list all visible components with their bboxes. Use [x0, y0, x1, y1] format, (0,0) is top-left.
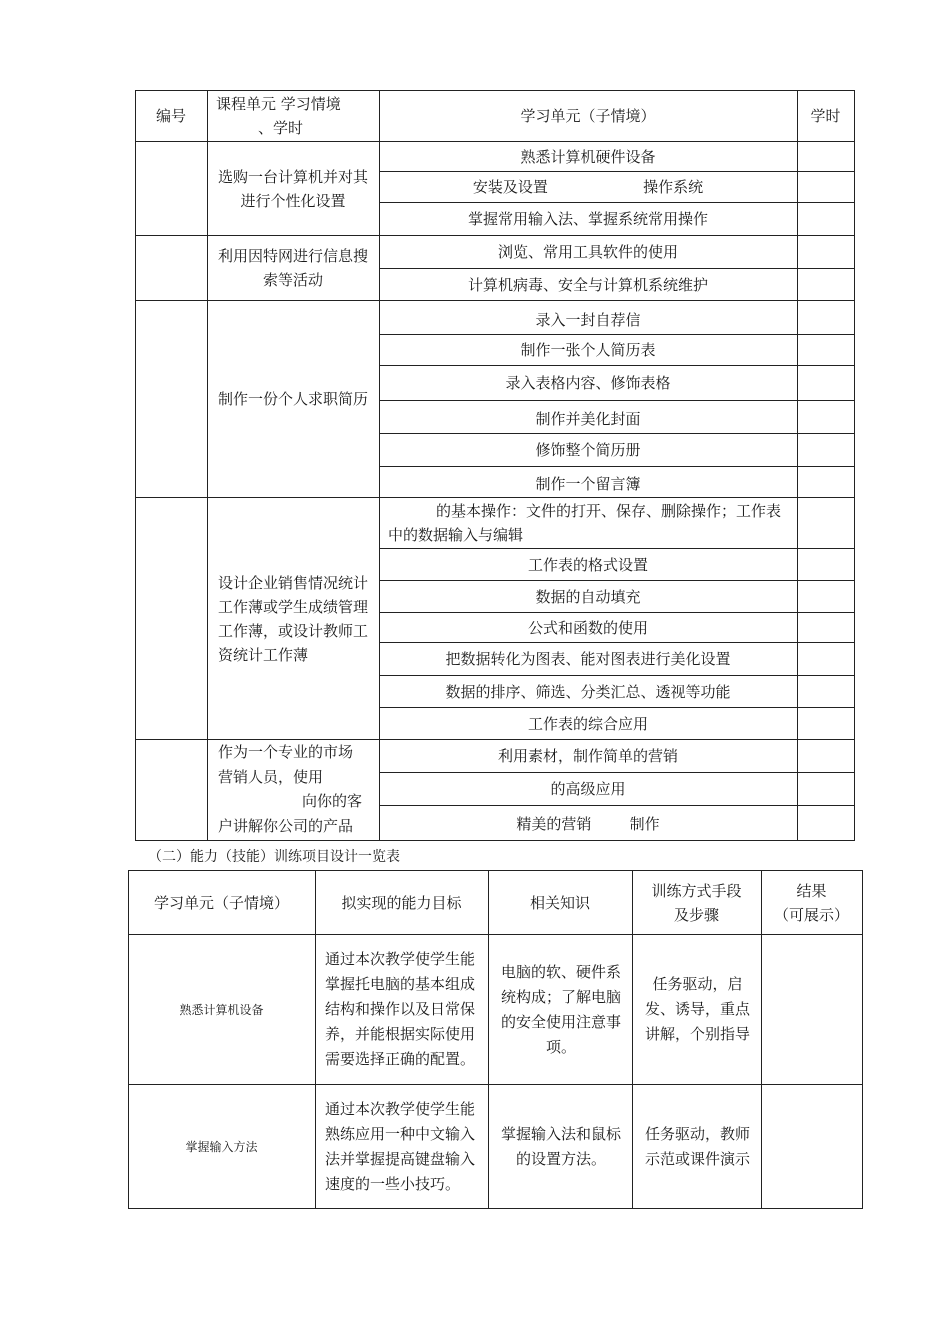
learning-unit-cell: 掌握输入方法	[185, 1139, 258, 1154]
sub-unit-cell: 的基本操作：文件的打开、保存、删除操作；工作表中的数据输入与编辑	[388, 502, 782, 544]
sub-unit-cell: 利用素材，制作简单的营销	[497, 747, 678, 765]
result-cell	[761, 1085, 862, 1208]
course-unit-cell: 设计企业销售情况统计工作薄或学生成绩管理工作薄，或设计教师工资统计工作薄	[218, 573, 369, 664]
sub-unit-cell: 录入表格内容、修饰表格	[505, 374, 671, 392]
sub-unit-cell: 安装及设置 操作系统	[472, 178, 704, 196]
sub-unit-cell: 公式和函数的使用	[527, 618, 648, 637]
header-course-unit-line1: 课程单元 学习情境	[216, 95, 341, 113]
ability-goal-cell: 通过本次教学使学生能熟练应用一种中文输入法并掌握提高键盘输入速度的一些小技巧。	[325, 1099, 476, 1193]
knowledge-cell: 电脑的软、硬件系统构成；了解电脑的安全使用注意事项。	[500, 962, 621, 1056]
knowledge-cell: 掌握输入法和鼠标的设置方法。	[500, 1124, 621, 1168]
course-unit-line: 作为一个专业的市场	[218, 743, 354, 761]
header-result	[761, 871, 862, 934]
header-hours: 学时	[810, 107, 841, 125]
sub-unit-cell: 浏览、常用工具软件的使用	[497, 243, 678, 261]
header-learning-unit: 学习单元（子情境）	[153, 893, 289, 912]
header-result-line2: （可展示）	[773, 905, 849, 924]
sub-unit-cell: 工作表的格式设置	[527, 555, 648, 574]
sub-unit-cell: 制作一张个人简历表	[520, 341, 656, 359]
course-unit-line: 户讲解你公司的产品	[218, 816, 354, 835]
learning-unit-cell: 熟悉计算机设备	[179, 1002, 264, 1017]
header-method-line1: 训练方式手段	[651, 881, 742, 900]
sub-unit-cell: 熟悉计算机硬件设备	[520, 147, 656, 166]
header-course-unit-line2: 、学时	[258, 119, 304, 137]
sub-unit-cell: 数据的排序、筛选、分类汇总、透视等功能	[445, 682, 731, 701]
ability-goal-cell: 通过本次教学使学生能掌握托电脑的基本组成结构和操作以及日常保养，并能根据实际使用需要选择正确的配置。	[325, 950, 476, 1068]
header-course-unit	[212, 91, 379, 141]
sub-unit-cell: 工作表的综合应用	[527, 714, 648, 733]
header-number: 编号	[155, 107, 186, 125]
sub-unit-cell: 修饰整个简历册	[535, 441, 641, 459]
section-title: （二）能力（技能）训练项目设计一览表	[148, 849, 400, 865]
course-unit-cell: 制作一份个人求职简历	[217, 390, 368, 408]
sub-unit-cell: 制作一个留言簿	[535, 474, 641, 493]
sub-unit-cell: 录入一封自荐信	[535, 310, 641, 329]
header-sub-unit: 学习单元（子情境）	[520, 107, 656, 125]
sub-unit-cell: 精美的营销 制作	[516, 815, 660, 833]
sub-unit-cell: 的高级应用	[550, 780, 626, 798]
course-unit-cell: 选购一台计算机并对其进行个性化设置	[217, 167, 368, 210]
header-method	[632, 871, 761, 934]
method-cell: 任务驱动，启发、诱导，重点讲解，个别指导	[644, 975, 750, 1043]
sub-unit-cell: 掌握常用输入法、掌握系统常用操作	[467, 210, 708, 228]
sub-unit-cell: 把数据转化为图表、能对图表进行美化设置	[445, 650, 731, 668]
header-result-line1: 结果	[796, 881, 827, 900]
result-cell	[761, 935, 862, 1084]
header-method-line2: 及步骤	[673, 905, 719, 924]
course-unit-line: 向你的客	[302, 792, 363, 810]
header-knowledge: 相关知识	[529, 893, 590, 912]
course-unit-line: 营销人员，使用	[218, 767, 324, 786]
method-cell: 任务驱动，教师示范或课件演示	[644, 1124, 750, 1168]
course-unit-cell: 利用因特网进行信息搜索等活动	[217, 247, 368, 289]
sub-unit-cell: 数据的自动填充	[535, 587, 641, 606]
sub-unit-cell: 计算机病毒、安全与计算机系统维护	[467, 275, 708, 294]
sub-unit-cell: 制作并美化封面	[535, 409, 641, 428]
header-ability-goal: 拟实现的能力目标	[341, 893, 462, 912]
course-unit-cell	[218, 740, 378, 840]
